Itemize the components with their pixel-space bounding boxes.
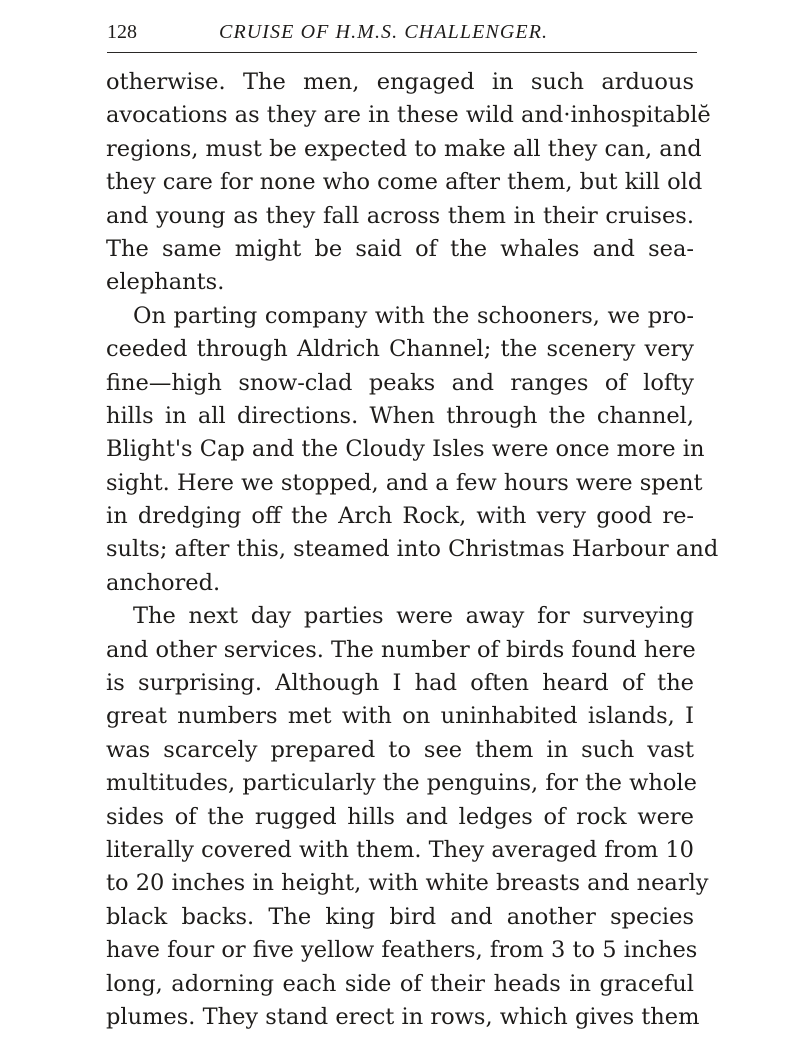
text-line: Blight's Cap and the Cloudy Isles were once more in [106, 436, 705, 463]
header-rule [107, 52, 697, 53]
text-line: avocations as they are in these wild and·inhospitablĕ [106, 102, 711, 129]
text-line: black backs. The king bird and another species [106, 903, 694, 930]
text-line: plumes. They stand erect in rows, which gives them [106, 1003, 700, 1030]
text-line: otherwise. The men, engaged in such arduous [106, 69, 694, 95]
text-line: ceeded through Aldrich Channel; the scenery very [106, 336, 694, 363]
text-line: anchored. [106, 569, 221, 596]
text-line: they care for none who come after them, but kill old [106, 169, 703, 196]
text-line: On parting company with the schooners, we pro- [133, 302, 694, 329]
text-line: hills in all directions. When through the channel, [106, 402, 694, 429]
body-text [106, 66, 719, 1034]
text-line: sight. Here we stopped, and a few hours were spent [106, 469, 703, 496]
text-line: great numbers met with on uninhabited islands, I [106, 703, 694, 730]
text-line: sults; after this, steamed into Christmas Harbour and [106, 536, 719, 563]
text-line: regions, must be expected to make all they can, and [106, 135, 702, 162]
text-line: is surprising. Although I had often heard of the [106, 670, 694, 697]
text-line: was scarcely prepared to see them in such vast [106, 736, 694, 763]
running-title: CRUISE OF H.M.S. CHALLENGER. [219, 21, 549, 43]
paragraph-2 [106, 300, 719, 601]
page-number: 128 [107, 21, 137, 43]
text-line: literally covered with them. They averaged from 10 [106, 836, 694, 863]
text-line: have four or five yellow feathers, from 3 to 5 inches [106, 937, 698, 964]
text-line: long, adorning each side of their heads in graceful [106, 970, 694, 997]
text-line: fine—high snow-clad peaks and ranges of lofty [106, 369, 694, 396]
text-line: and other services. The number of birds found here [106, 636, 696, 663]
running-head [107, 20, 697, 50]
paragraph-3 [106, 600, 709, 1034]
paragraph-1 [106, 66, 711, 300]
text-line: elephants. [106, 269, 225, 296]
text-line: and young as they fall across them in their cruises. [106, 202, 694, 229]
text-line: in dredging off the Arch Rock, with very good re- [106, 503, 694, 530]
text-line: to 20 inches in height, with white breasts and nearly [106, 870, 709, 897]
text-line: sides of the rugged hills and ledges of rock were [106, 803, 694, 830]
text-line: multitudes, particularly the penguins, for the whole [106, 770, 697, 797]
text-line: The next day parties were away for surveying [133, 603, 694, 630]
text-line: The same might be said of the whales and sea- [106, 235, 694, 262]
